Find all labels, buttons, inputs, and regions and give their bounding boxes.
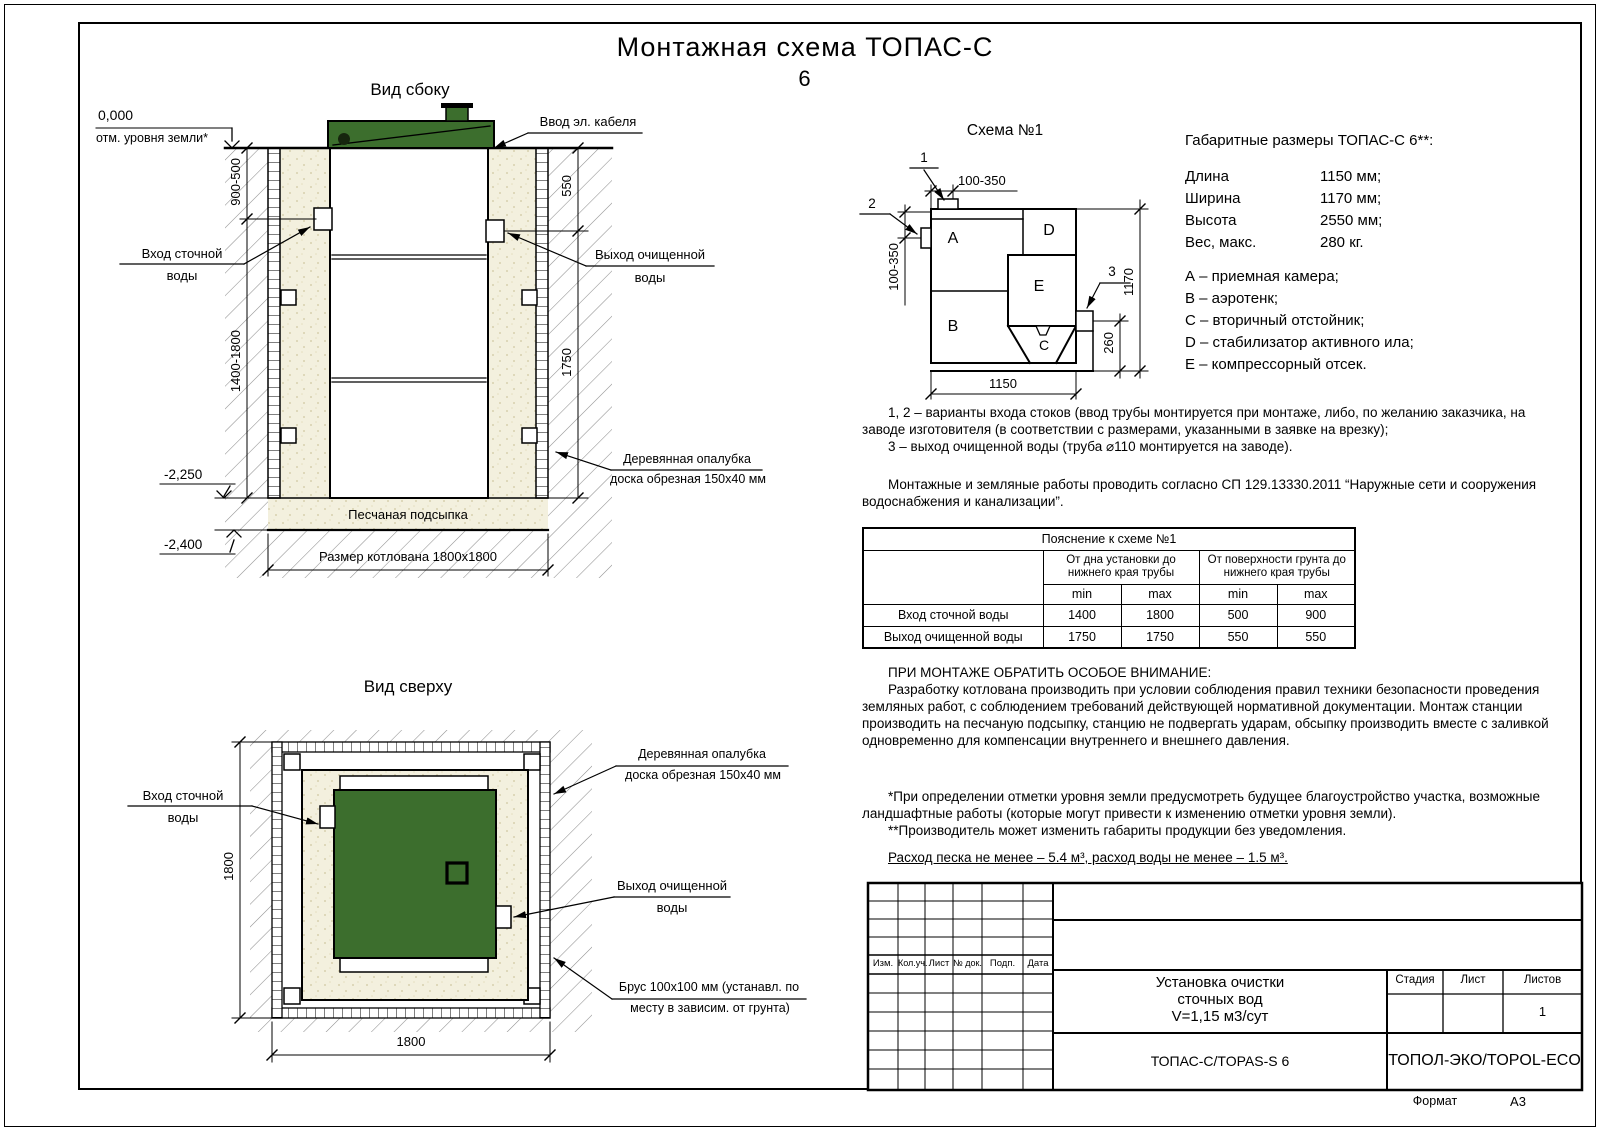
outlet-stub-top	[496, 906, 511, 928]
table-row: Вход сточной воды 1400 1800 500 900	[863, 604, 1355, 626]
formwork-top-label-2: доска обрезная 150х40 мм	[625, 768, 781, 782]
schema-dim-outlet: 260	[1101, 332, 1116, 354]
dim-1750: 1750	[559, 348, 574, 377]
doc-name-1: Установка очистки	[1155, 974, 1285, 991]
sheet-label: Лист	[1460, 974, 1486, 986]
consumption-note: Расход песка не менее – 5.4 м³, расход воды не менее – 1.5 м³.	[888, 850, 1288, 865]
note-variants	[862, 404, 1568, 455]
table-title: Пояснение к схеме №1	[863, 528, 1355, 550]
side-view-title: Вид сбоку	[370, 80, 450, 99]
attention-body: Разработку котлована производить при условии соблюдения правил техники безопасности проведения земляных работ, с соблюдением требований действующей нормативной документации. Монтаж станции производить на песчаную подсыпку, станцию не подвергать ударам, обсыпку производить вместе с заливкой одновременно для компенсации внутреннего и внешнего давления.	[862, 682, 1549, 748]
lid-latch	[338, 133, 350, 145]
outlet-label-2: воды	[634, 270, 666, 285]
inlet-stub-top	[320, 806, 335, 828]
spec-label: Вес, макс.	[1185, 234, 1257, 251]
tb-col-kol: Кол.уч.	[898, 958, 928, 968]
outlet-stub	[486, 220, 504, 242]
spec-value: 280 кг.	[1320, 234, 1364, 251]
attention-block	[862, 664, 1568, 749]
level-2250: -2,250	[164, 467, 203, 482]
dim-1400-1800: 1400-1800	[228, 330, 243, 393]
dim-900-500: 900-500	[228, 158, 243, 206]
schema-callout-2: 2	[868, 196, 876, 211]
level-2400: -2,400	[164, 537, 203, 552]
doc-name-3: V=1,15 м3/сут	[1171, 1008, 1269, 1025]
dim-1800-vert: 1800	[221, 852, 236, 881]
tb-col-list: Лист	[928, 958, 950, 969]
format-value: А3	[1510, 1094, 1526, 1109]
doc-name-2: сточных вод	[1177, 991, 1263, 1008]
ground-level-label: отм. уровня земли*	[96, 131, 209, 145]
vent-chimney	[446, 107, 468, 121]
corner-beam	[284, 988, 300, 1004]
schema-dim-height: 1170	[1121, 268, 1136, 296]
table-corner-cell	[863, 550, 1043, 604]
compartment-e: E	[1033, 278, 1045, 295]
specs-heading: Габаритные размеры ТОПАС-С 6**:	[1185, 132, 1434, 149]
stage-label: Стадия	[1395, 974, 1435, 986]
model-name: ТОПАС-С/TOPAS-S 6	[1150, 1053, 1290, 1069]
tank-lid	[328, 121, 494, 148]
schema-dim-left: 100-350	[886, 243, 901, 291]
drawing-title-number: 6	[798, 66, 812, 91]
format-label: Формат	[1412, 1094, 1458, 1108]
table-min-header: min	[1043, 584, 1121, 604]
schema-callout-1: 1	[920, 150, 928, 165]
legend-item: В – аэротенк;	[1185, 290, 1279, 307]
sand-bed-label: Песчаная подсыпка	[348, 507, 468, 522]
compartment-c: C	[1038, 337, 1050, 353]
legend-item: D – стабилизатор активного ила;	[1185, 334, 1414, 351]
table-group-1: От дна установки до нижнего края трубы	[1043, 550, 1199, 584]
schema-stub-1	[938, 199, 958, 209]
cable-entry-label: Ввод эл. кабеля	[539, 114, 637, 129]
dim-1800-horiz: 1800	[396, 1034, 426, 1049]
formwork-label-1: Деревянная опалубка	[623, 452, 751, 466]
table-max-header: max	[1121, 584, 1199, 604]
table-max-header: max	[1277, 584, 1355, 604]
schema-callout-3: 3	[1108, 264, 1116, 279]
inlet-top-label-2: воды	[167, 810, 199, 825]
compartment-d: D	[1043, 222, 1055, 239]
beam-label-2: месту в зависим. от грунта)	[630, 1001, 790, 1015]
formwork-right	[536, 148, 548, 498]
spec-label: Длина	[1185, 168, 1229, 185]
schema-dim-width: 1150	[989, 376, 1017, 391]
formwork-label-2: доска обрезная 150х40 мм	[610, 472, 766, 486]
sheets-value: 1	[1538, 1004, 1547, 1019]
outlet-top-label-2: воды	[656, 900, 688, 915]
inlet-label-2: воды	[166, 268, 198, 283]
explanation-table	[862, 527, 1356, 649]
formwork-left	[268, 148, 280, 498]
drawing-title: Монтажная схема ТОПАС-С	[616, 32, 994, 62]
outlet-top-label-1: Выход очищенной	[616, 878, 728, 893]
footnotes	[862, 788, 1568, 839]
compartment-b: B	[947, 318, 959, 335]
note-variants-2: 3 – выход очищенной воды (труба ⌀110 монтируется на заводе).	[888, 439, 1293, 454]
legend-item: Е – компрессорный отсек.	[1185, 356, 1367, 373]
table-row: Выход очищенной воды 1750 1750 550 550	[863, 626, 1355, 648]
inlet-top-label-1: Вход сточной	[142, 788, 224, 803]
footnote-1: *При определении отметки уровня земли предусмотреть будущее благоустройство участка, возможные ландшафтные работы (которые могут привести к изменению отметки уровня земли).	[862, 789, 1541, 821]
table-min-header: min	[1199, 584, 1277, 604]
spec-label: Высота	[1185, 212, 1237, 229]
zero-level-mark: 0,000	[98, 107, 134, 123]
formwork-top-label-1: Деревянная опалубка	[638, 747, 766, 761]
outlet-label-1: Выход очищенной	[594, 247, 706, 262]
top-view-title: Вид сверху	[363, 677, 453, 696]
spec-label: Ширина	[1185, 190, 1241, 207]
corner-beam	[284, 754, 300, 770]
tb-col-izm: Изм.	[872, 958, 894, 969]
dim-550: 550	[559, 175, 574, 197]
schema-dim-top: 100-350	[958, 173, 1006, 188]
table-group-2: От поверхности грунта до нижнего края трубы	[1199, 550, 1355, 584]
company-name: ТОПОЛ-ЭКО/TOPOL-ECO	[1388, 1052, 1581, 1069]
schema-drawing	[860, 168, 1148, 399]
corner-beam	[524, 754, 540, 770]
tank-body	[330, 148, 488, 498]
legend-item: А – приемная камера;	[1185, 268, 1339, 285]
legend-item: С – вторичный отстойник;	[1185, 312, 1365, 329]
inlet-label-1: Вход сточной	[141, 246, 223, 261]
beam-label-1: Брус 100х100 мм (устанавл. по	[618, 980, 800, 994]
schema-title: Схема №1	[966, 122, 1044, 139]
attention-title: ПРИ МОНТАЖЕ ОБРАТИТЬ ОСОБОЕ ВНИМАНИЕ:	[888, 665, 1212, 680]
schema-stub-3	[1076, 311, 1093, 331]
note-variants-1: 1, 2 – варианты входа стоков (ввод трубы монтируется при монтаже, либо, по желанию заказчика, на заводе изготовителя (в соответствии с размерами, указанными в заявке на врезку);	[862, 405, 1526, 437]
note-sp: Монтажные и земляные работы проводить согласно СП 129.13330.2011 “Наружные сети и сооружения водоснабжения и канализации”.	[862, 477, 1537, 509]
footnote-2: **Производитель может изменить габариты продукции без уведомления.	[888, 823, 1347, 838]
schema-stub-2	[921, 228, 931, 248]
sheets-label: Листов	[1523, 974, 1562, 986]
tank-lid-top	[334, 790, 496, 958]
tb-col-doc: № док.	[953, 958, 982, 968]
tb-col-data: Дата	[1027, 958, 1049, 969]
spec-value: 1150 мм;	[1320, 168, 1382, 185]
spec-value: 1170 мм;	[1320, 190, 1382, 207]
compartment-a: A	[947, 230, 959, 247]
inlet-stub	[314, 208, 332, 230]
pit-size-label: Размер котлована 1800х1800	[318, 549, 498, 564]
tb-col-podp: Подп.	[989, 958, 1016, 969]
spec-value: 2550 мм;	[1320, 212, 1383, 229]
